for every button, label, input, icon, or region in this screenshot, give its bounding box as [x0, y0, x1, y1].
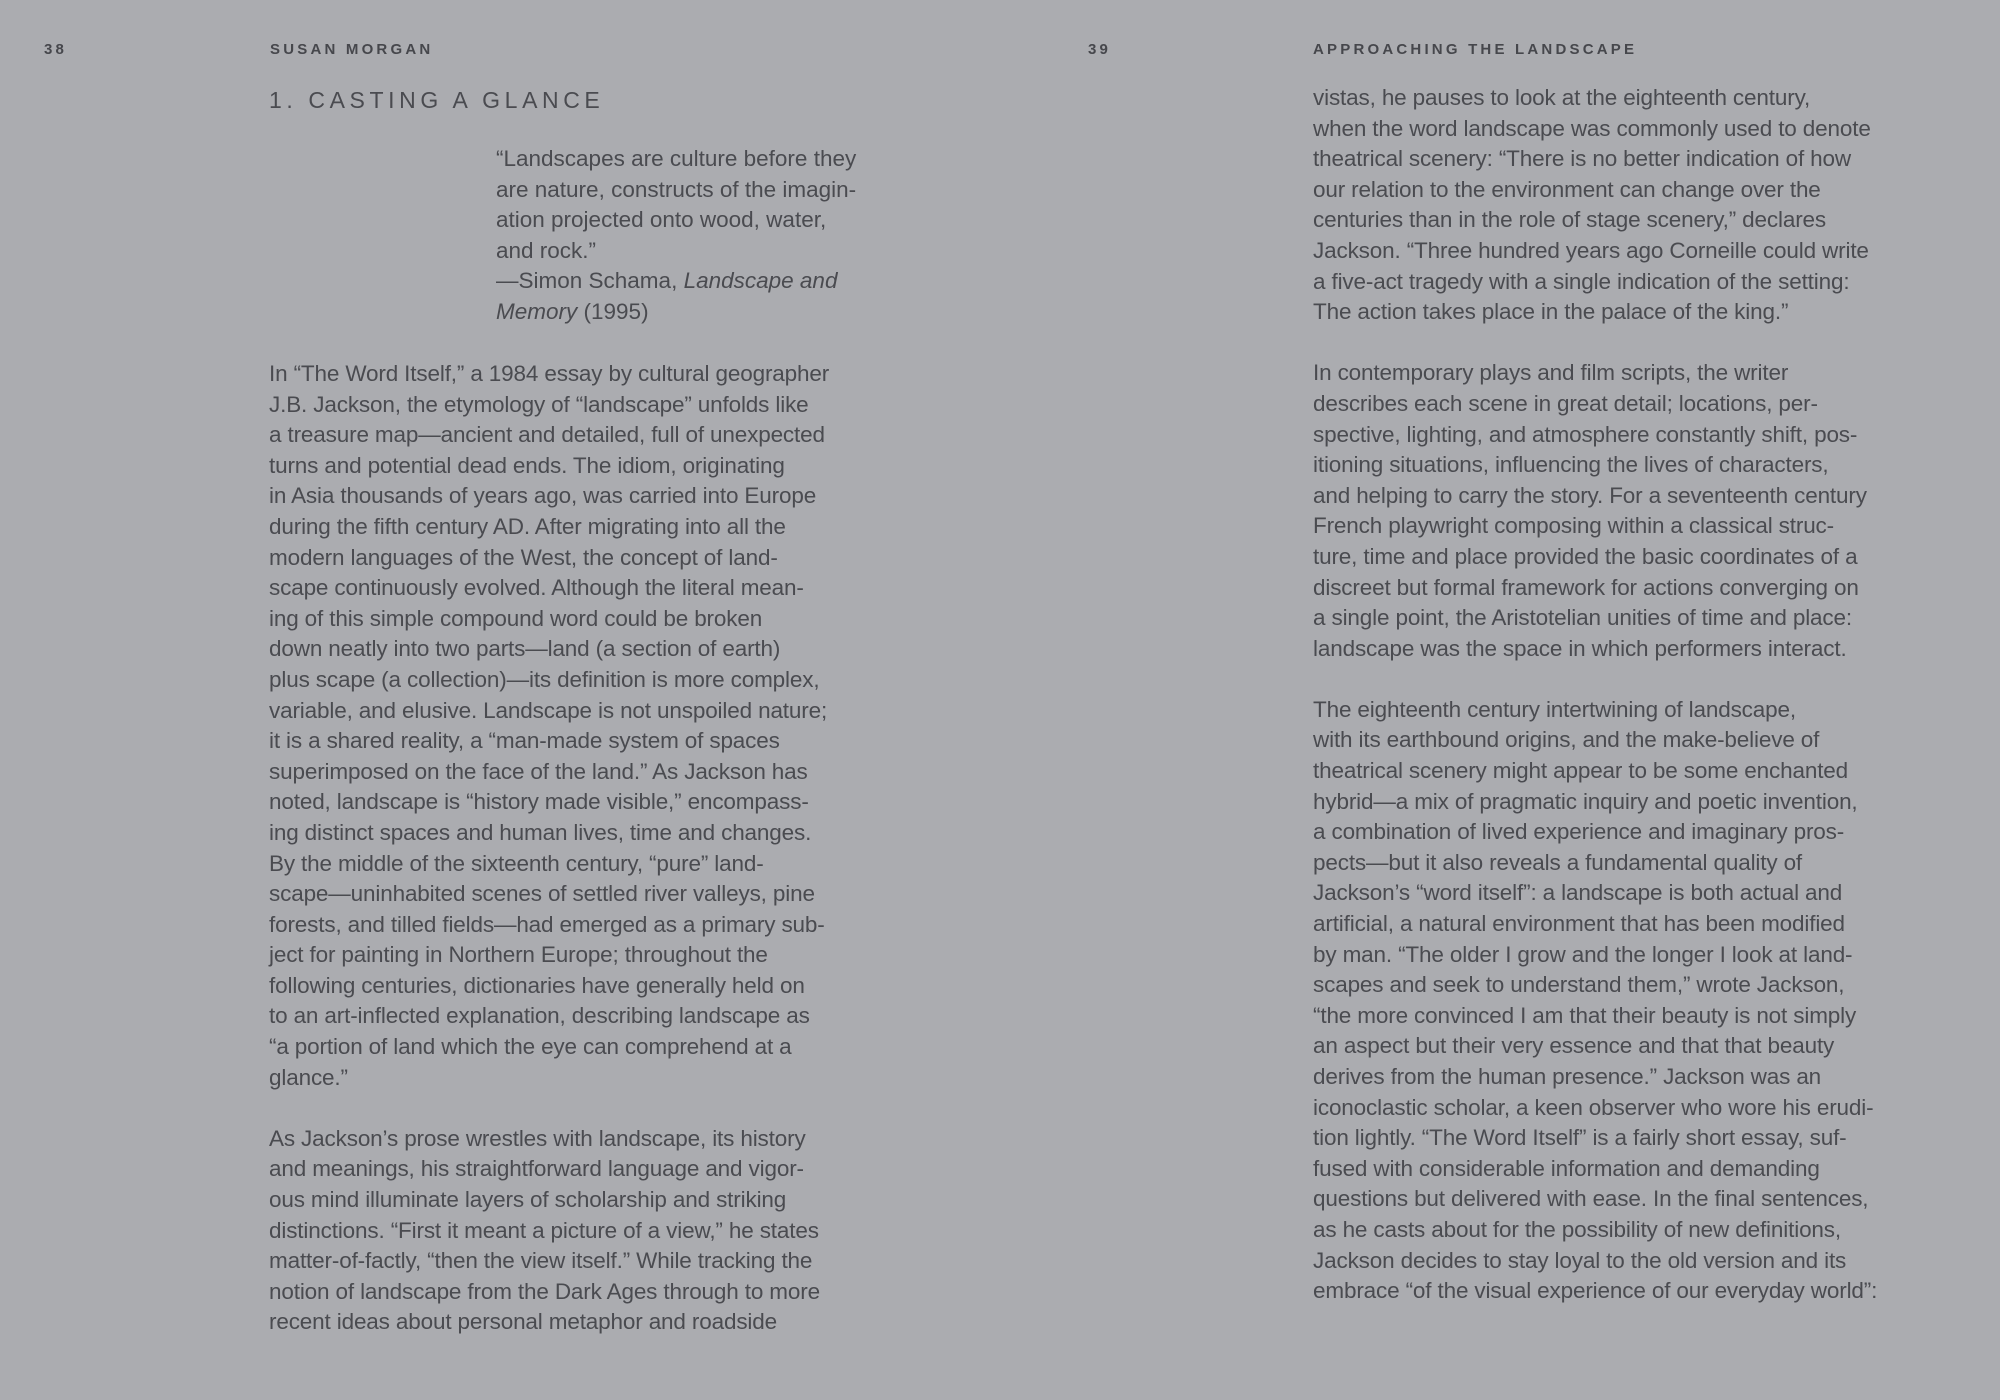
text-line: As Jackson’s prose wrestles with landscape, its history [269, 1125, 806, 1151]
text-line: distinctions. “First it meant a picture of a view,” he states [269, 1217, 819, 1243]
text-line: Jackson. “Three hundred years ago Corneille could write [1313, 237, 1869, 263]
text-line: “the more convinced I am that their beauty is not simply [1313, 1002, 1857, 1028]
text-line: and meanings, his straightforward language and vigor- [269, 1156, 804, 1182]
text-line: superimposed on the face of the land.” As Jackson has [269, 758, 808, 784]
right-page-number: 39 [1088, 41, 1112, 58]
epigraph-attribution [496, 266, 936, 297]
paragraph [1313, 83, 1963, 328]
text-line: ject for painting in Northern Europe; throughout the [269, 942, 768, 968]
text-line: centuries than in the role of stage scenery,” declares [1313, 207, 1827, 233]
text-line: our relation to the environment can change over the [1313, 176, 1821, 202]
epigraph-attribution-cont [496, 297, 936, 328]
text-line: it is a shared reality, a “man-made system of spaces [269, 728, 780, 754]
text-line: scape—uninhabited scenes of settled river valleys, pine [269, 881, 815, 907]
text-line: to an art-inflected explanation, describing landscape as [269, 1003, 810, 1029]
text-line: Jackson decides to stay loyal to the old version and its [1313, 1247, 1847, 1273]
paragraph [1313, 695, 1963, 1307]
text-line: turns and potential dead ends. The idiom, originating [269, 452, 785, 478]
text-line: pects—but it also reveals a fundamental quality of [1313, 849, 1803, 875]
text-line: questions but delivered with ease. In the final sentences, [1313, 1186, 1869, 1212]
text-line: The eighteenth century intertwining of landscape, [1313, 696, 1796, 722]
paragraph [269, 359, 919, 1093]
text-line: notion of landscape from the Dark Ages through to more [269, 1278, 820, 1304]
text-line: theatrical scenery might appear to be some enchanted [1313, 758, 1849, 784]
attribution-year: (1995) [577, 298, 649, 324]
epigraph-line: “Landscapes are culture before they [496, 146, 857, 171]
paragraph [1313, 358, 1963, 664]
chapter-title: 1. CASTING A GLANCE [269, 87, 605, 113]
text-line: By the middle of the sixteenth century, “pure” land- [269, 850, 764, 876]
epigraph-line: ation projected onto wood, water, [496, 207, 827, 233]
text-line: spective, lighting, and atmosphere constantly shift, pos- [1313, 421, 1858, 447]
text-line: tion lightly. “The Word Itself” is a fairly short essay, suf- [1313, 1125, 1847, 1151]
text-line: in Asia thousands of years ago, was carried into Europe [269, 483, 817, 509]
text-line: derives from the human presence.” Jackson was an [1313, 1064, 1822, 1089]
text-line: with its earthbound origins, and the make-believe of [1313, 727, 1820, 753]
text-line: hybrid—a mix of pragmatic inquiry and poetic invention, [1313, 788, 1858, 814]
text-line: embrace “of the visual experience of our everyday world”: [1313, 1278, 1878, 1304]
right-body-text [1313, 83, 1963, 1307]
text-line: vistas, he pauses to look at the eighteenth century, [1313, 85, 1811, 110]
text-line: scape continuously evolved. Although the literal mean- [269, 575, 804, 601]
text-line: and helping to carry the story. For a seventeenth century [1313, 482, 1867, 508]
epigraph-line: and rock.” [496, 237, 597, 263]
text-line: discreet but formal framework for actions converging on [1313, 574, 1859, 600]
left-page-number: 38 [44, 41, 68, 58]
text-line: as he casts about for the possibility of new definitions, [1313, 1216, 1842, 1242]
text-line: French playwright composing within a classical struc- [1313, 513, 1834, 539]
text-line: landscape was the space in which performers interact. [1313, 635, 1847, 661]
epigraph [496, 144, 936, 328]
paragraph [269, 1124, 919, 1338]
text-line: noted, landscape is “history made visible,” encompass- [269, 789, 809, 815]
text-line: In “The Word Itself,” a 1984 essay by cultural geographer [269, 361, 830, 386]
epigraph-line: are nature, constructs of the imagin- [496, 176, 857, 202]
text-line: The action takes place in the palace of the king.” [1313, 299, 1789, 325]
text-line: J.B. Jackson, the etymology of “landscape” unfolds like [269, 391, 809, 417]
text-line: artificial, a natural environment that has been modified [1313, 911, 1845, 937]
text-line: plus scape (a collection)—its definition is more complex, [269, 666, 820, 692]
text-line: a single point, the Aristotelian unities of time and place: [1313, 605, 1852, 631]
attribution-book-title-cont: Memory [496, 298, 578, 324]
text-line: iconoclastic scholar, a keen observer who wore his erudi- [1313, 1094, 1874, 1120]
text-line: a treasure map—ancient and detailed, full of unexpected [269, 422, 825, 448]
attribution-author: —Simon Schama, [496, 268, 684, 294]
text-line: forests, and tilled fields—had emerged as a primary sub- [269, 911, 825, 937]
text-line: a combination of lived experience and imaginary pros- [1313, 819, 1845, 845]
text-line: In contemporary plays and film scripts, the writer [1313, 360, 1789, 386]
text-line: modern languages of the West, the concept of land- [269, 544, 778, 570]
text-line: “a portion of land which the eye can comprehend at a [269, 1034, 792, 1060]
text-line: describes each scene in great detail; locations, per- [1313, 390, 1818, 416]
text-line: a five-act tragedy with a single indication of the setting: [1313, 268, 1850, 294]
left-running-head: SUSAN MORGAN [270, 41, 434, 58]
text-line: glance.” [269, 1064, 348, 1090]
right-running-head: APPROACHING THE LANDSCAPE [1313, 41, 1638, 58]
text-line: down neatly into two parts—land (a section of earth) [269, 636, 781, 662]
left-body-text [269, 359, 919, 1338]
text-line: itioning situations, influencing the lives of characters, [1313, 452, 1829, 478]
text-line: ing distinct spaces and human lives, time and changes. [269, 819, 812, 845]
text-line: an aspect but their very essence and that that beauty [1313, 1033, 1835, 1059]
text-line: ing of this simple compound word could be broken [269, 605, 763, 631]
text-line: Jackson’s “word itself”: a landscape is both actual and [1313, 880, 1843, 906]
text-line: during the fifth century AD. After migrating into all the [269, 513, 786, 539]
text-line: variable, and elusive. Landscape is not unspoiled nature; [269, 697, 828, 723]
text-line: matter-of-factly, “then the view itself.” While tracking the [269, 1248, 813, 1274]
text-line: theatrical scenery: “There is no better indication of how [1313, 146, 1851, 172]
attribution-book-title: Landscape and [683, 268, 838, 294]
text-line: fused with considerable information and demanding [1313, 1155, 1820, 1181]
text-line: ture, time and place provided the basic coordinates of a [1313, 543, 1858, 569]
text-line: ous mind illuminate layers of scholarship and striking [269, 1187, 787, 1213]
right-page [1000, 0, 2000, 1400]
text-line: scapes and seek to understand them,” wrote Jackson, [1313, 972, 1845, 998]
text-line: by man. “The older I grow and the longer I look at land- [1313, 941, 1853, 967]
text-line: when the word landscape was commonly used to denote [1313, 115, 1871, 141]
text-line: recent ideas about personal metaphor and roadside [269, 1309, 777, 1335]
text-line: following centuries, dictionaries have generally held on [269, 972, 805, 998]
